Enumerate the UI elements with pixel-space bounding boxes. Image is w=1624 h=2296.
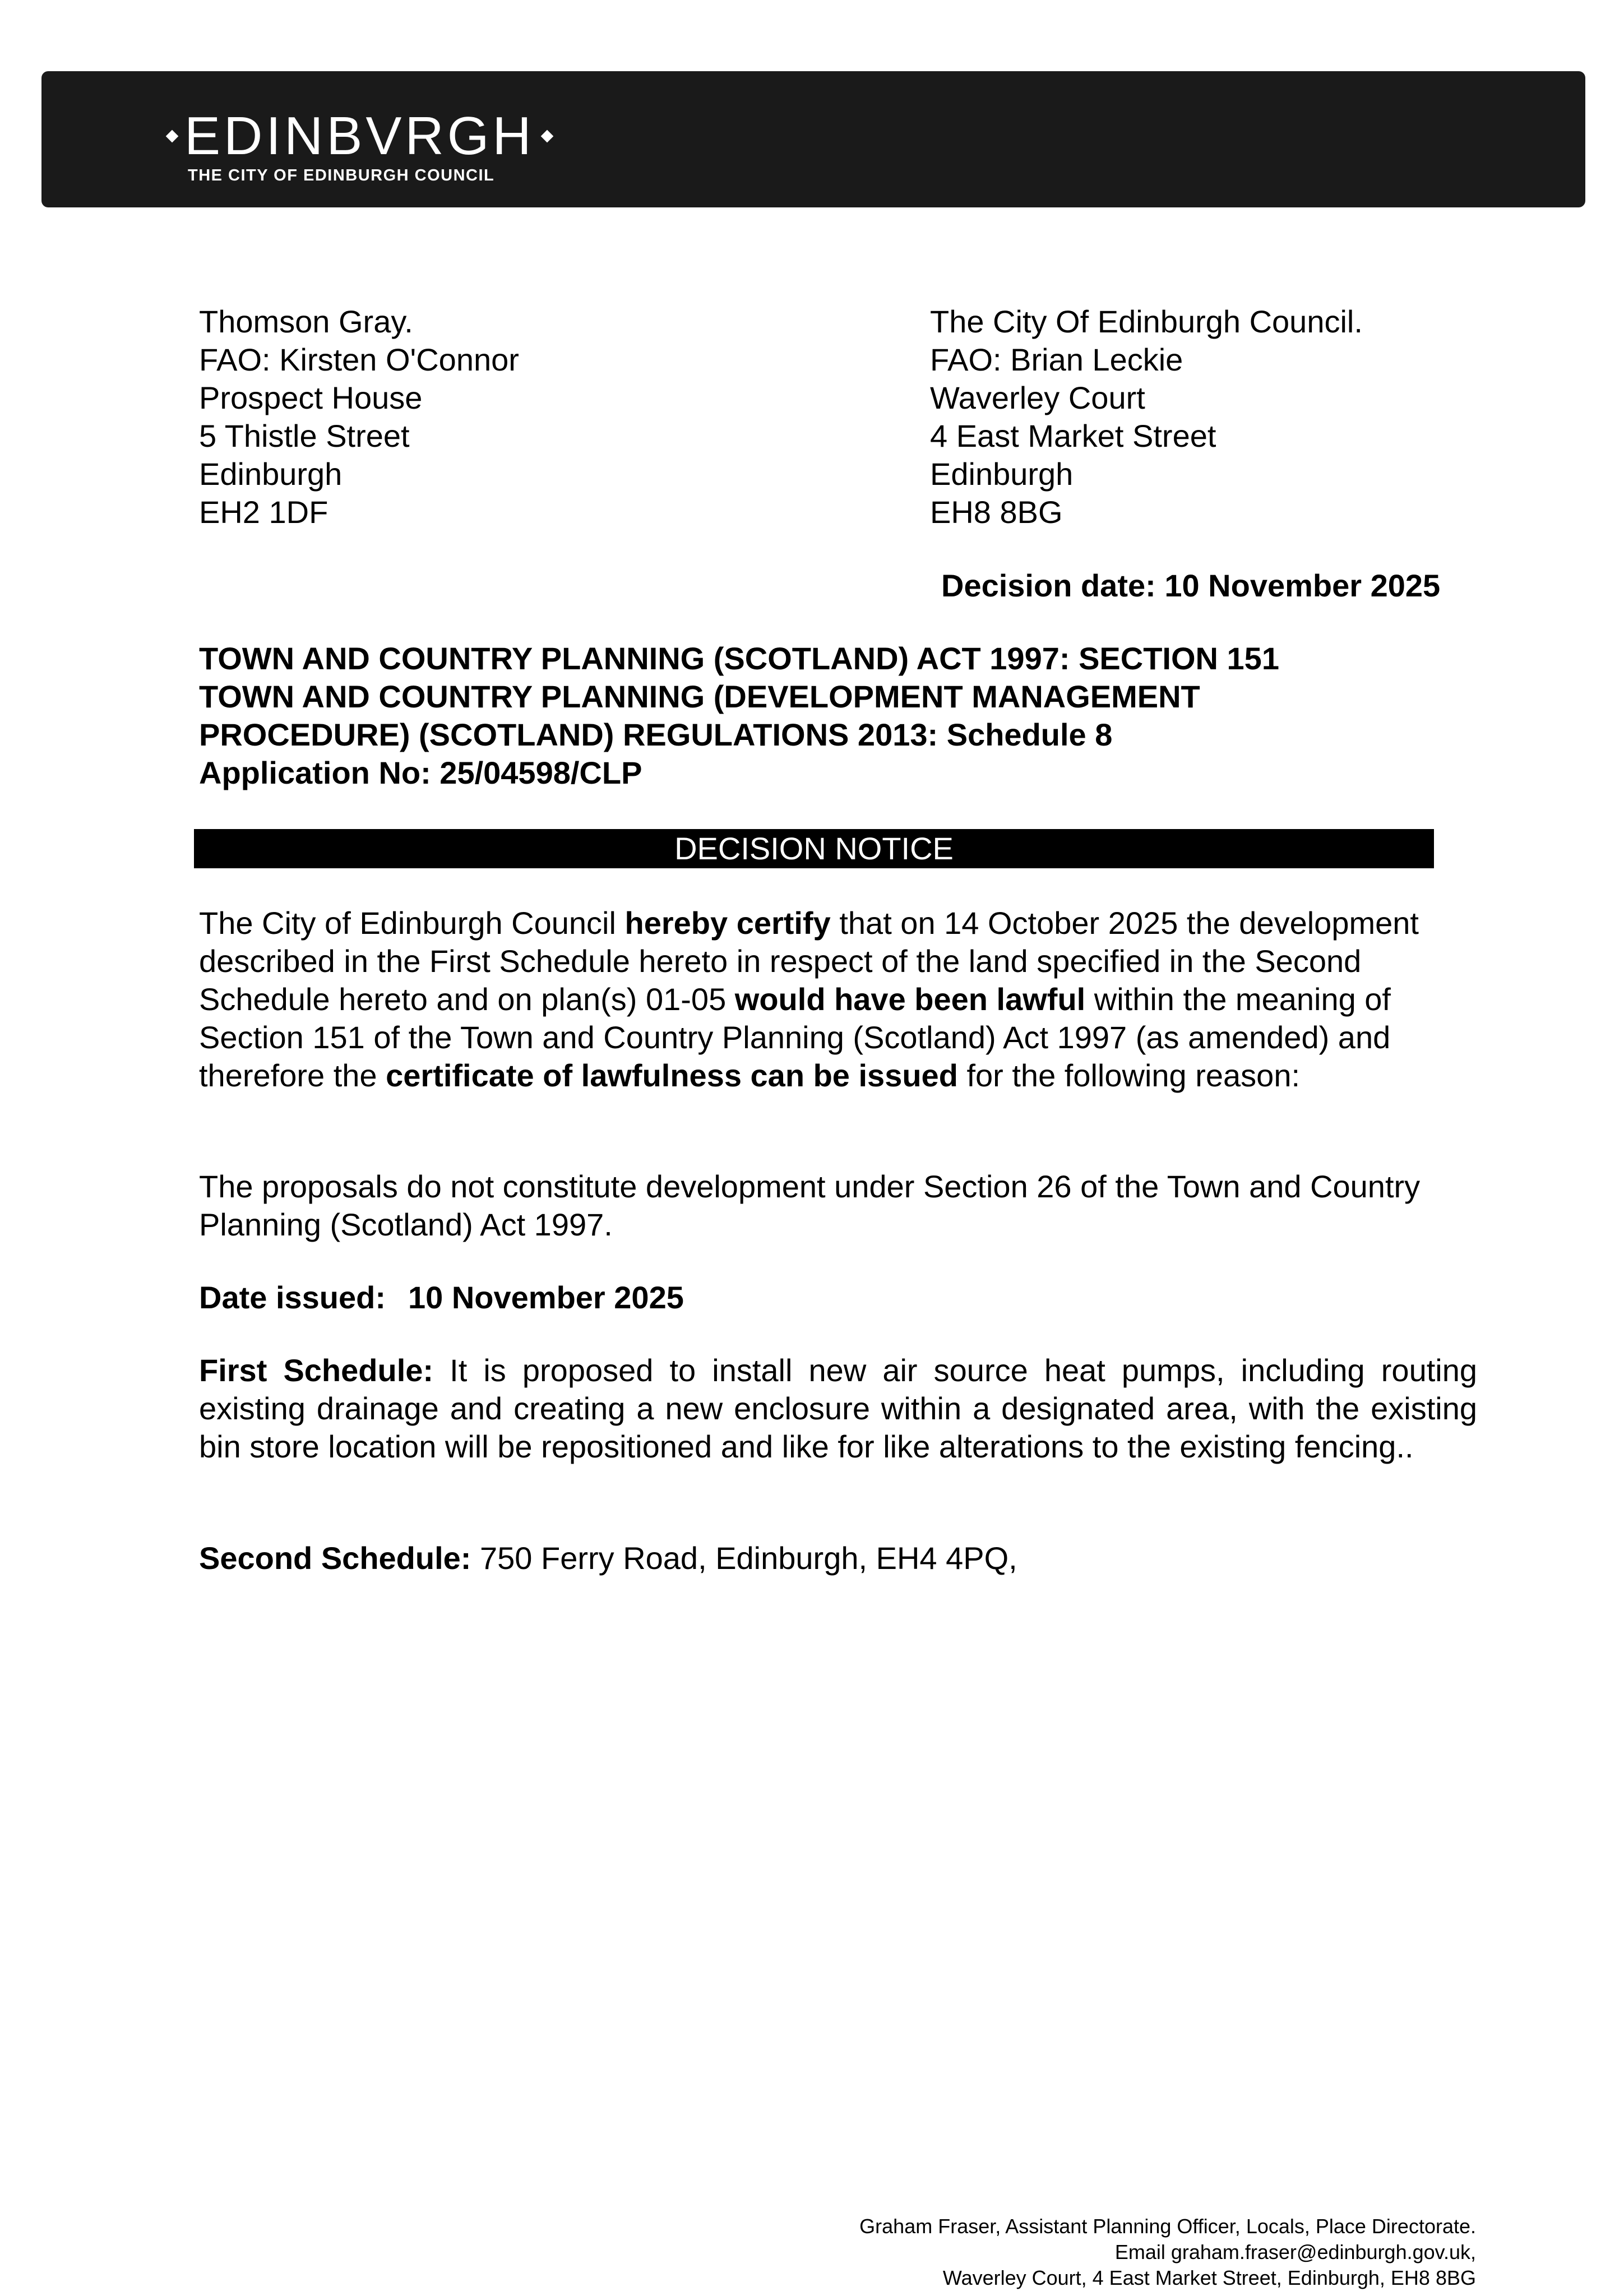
recipient-address [199, 303, 519, 531]
sender-line: EH8 8BG [930, 494, 1063, 530]
logo-wordmark [160, 106, 563, 166]
reason-paragraph: The proposals do not constitute development under Section 26 of the Town and Country Planning (Scotland) Act 1997. [199, 1169, 1421, 1242]
first-schedule-label: First Schedule: [199, 1353, 434, 1388]
cert-text: for the following reason: [957, 1058, 1301, 1093]
certification-paragraph [199, 904, 1477, 1095]
sender-address [930, 303, 1363, 531]
cert-bold: would have been lawful [734, 982, 1086, 1017]
application-number: Application No: 25/04598/CLP [199, 755, 642, 790]
sender-line: Waverley Court [930, 380, 1145, 415]
legal-heading-line: PROCEDURE) (SCOTLAND) REGULATIONS 2013: Schedule 8 [199, 717, 1113, 752]
recipient-line: EH2 1DF [199, 494, 328, 530]
footer-line: Graham Fraser, Assistant Planning Officer, Locals, Place Directorate. [859, 2215, 1476, 2238]
cert-bold: hereby certify [624, 905, 831, 941]
second-schedule-label: Second Schedule: [199, 1540, 471, 1576]
decision-notice-title: DECISION NOTICE [194, 829, 1434, 868]
cert-bold: certificate of lawfulness can be issued [386, 1058, 958, 1093]
sender-line: 4 East Market Street [930, 418, 1216, 453]
date-issued-value: 10 November 2025 [408, 1280, 684, 1315]
recipient-line: Prospect House [199, 380, 423, 415]
sender-line: The City Of Edinburgh Council. [930, 304, 1363, 339]
footer-line: Waverley Court, 4 East Market Street, Edinburgh, EH8 8BG [942, 2266, 1476, 2289]
legal-heading [199, 640, 1279, 792]
council-logo [160, 106, 563, 185]
second-schedule [199, 1539, 1477, 1577]
logo-subtitle: THE CITY OF EDINBURGH COUNCIL [188, 166, 495, 184]
sender-line: Edinburgh [930, 456, 1074, 492]
cert-text: within the meaning of Section 151 of the Town and Country Planning (Scotland) Act 1997 (as amended) and therefore the [199, 982, 1391, 1093]
legal-heading-line: TOWN AND COUNTRY PLANNING (SCOTLAND) ACT 1997: SECTION 151 [199, 641, 1279, 676]
officer-footer [859, 2214, 1476, 2291]
first-schedule-text: It is proposed to install new air source heat pumps, including routing existing drainage and creating a new enclosure within a designated area, with the existing bin store location will be repositioned and like for like alterations to the existing fencing.. [199, 1353, 1477, 1464]
cert-text: that on 14 October 2025 the development described in the First Schedule hereto in respect of the land specified in the Second Schedule hereto and on plan(s) 01-05 [199, 905, 1419, 1017]
diamond-icon [166, 130, 179, 143]
logo-word-text: EDINBVRGH [184, 106, 535, 166]
decision-date: Decision date: 10 November 2025 [941, 568, 1441, 603]
cert-text: The City of Edinburgh Council [199, 905, 625, 941]
date-issued-label: Date issued: [199, 1280, 386, 1315]
sender-line: FAO: Brian Leckie [930, 342, 1183, 377]
recipient-line: FAO: Kirsten O'Connor [199, 342, 519, 377]
footer-email-line: Email graham.fraser@edinburgh.gov.uk, [1114, 2241, 1476, 2263]
first-schedule [199, 1351, 1477, 1466]
recipient-line: 5 Thistle Street [199, 418, 410, 453]
recipient-line: Thomson Gray. [199, 304, 413, 339]
recipient-line: Edinburgh [199, 456, 343, 492]
legal-heading-line: TOWN AND COUNTRY PLANNING (DEVELOPMENT MANAGEMENT [199, 679, 1200, 714]
diamond-icon [540, 130, 553, 143]
date-issued [199, 1279, 1477, 1317]
second-schedule-text: 750 Ferry Road, Edinburgh, EH4 4PQ, [471, 1540, 1017, 1576]
